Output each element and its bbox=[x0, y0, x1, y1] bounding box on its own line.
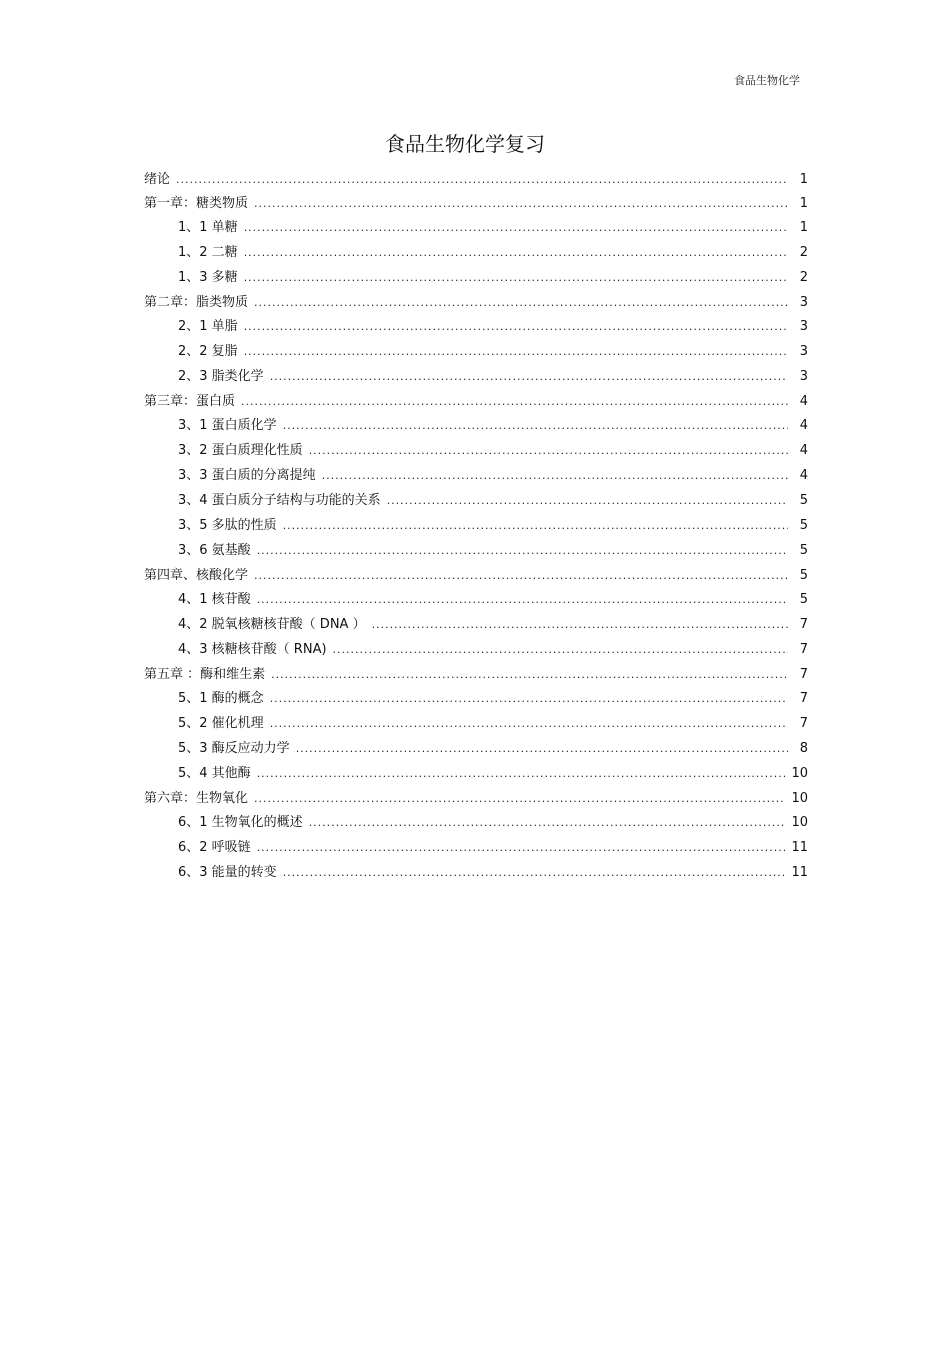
dot-leader bbox=[257, 841, 786, 854]
toc-page-number: 8 bbox=[799, 741, 808, 756]
toc-entry[interactable] bbox=[144, 811, 808, 836]
toc-entry-label: 3、5 多肽的性质 bbox=[178, 518, 277, 533]
toc-page-number: 7 bbox=[799, 642, 808, 657]
toc-entry[interactable] bbox=[144, 291, 808, 315]
dot-leader bbox=[244, 221, 788, 234]
toc-page-number: 7 bbox=[799, 667, 808, 682]
toc-entry-label: 5、4 其他酶 bbox=[178, 766, 251, 781]
toc-entry[interactable] bbox=[144, 365, 808, 390]
toc-entry-label: 6、2 呼吸链 bbox=[178, 840, 251, 855]
toc-page-number: 1 bbox=[799, 196, 808, 211]
toc-page-number: 1 bbox=[799, 172, 808, 187]
dot-leader bbox=[241, 395, 788, 408]
toc-entry-label: 4、2 脱氧核糖核苷酸（ DNA ） bbox=[178, 617, 366, 632]
toc-entry[interactable] bbox=[144, 192, 808, 216]
dot-leader bbox=[309, 816, 786, 829]
dot-leader bbox=[322, 469, 788, 482]
toc-entry-label: 1、3 多糖 bbox=[178, 270, 238, 285]
toc-page-number: 2 bbox=[799, 245, 808, 260]
toc-entry[interactable] bbox=[144, 464, 808, 489]
toc-entry-label: 3、2 蛋白质理化性质 bbox=[178, 443, 303, 458]
toc-page-number: 3 bbox=[799, 369, 808, 384]
dot-leader bbox=[270, 370, 788, 383]
dot-leader bbox=[254, 296, 788, 309]
toc-entry[interactable] bbox=[144, 414, 808, 439]
toc-entry[interactable] bbox=[144, 687, 808, 712]
toc-entry-label: 5、1 酶的概念 bbox=[178, 691, 264, 706]
toc-entry[interactable] bbox=[144, 588, 808, 613]
toc-entry-label: 绪论 bbox=[144, 172, 171, 187]
toc-entry-label: 2、3 脂类化学 bbox=[178, 369, 264, 384]
dot-leader bbox=[244, 271, 788, 284]
dot-leader bbox=[257, 767, 786, 780]
toc-page-number: 2 bbox=[799, 270, 808, 285]
toc-entry-label: 5、3 酶反应动力学 bbox=[178, 741, 290, 756]
dot-leader bbox=[372, 618, 788, 631]
toc-entry[interactable] bbox=[144, 762, 808, 787]
toc-entry-label: 6、1 生物氧化的概述 bbox=[178, 815, 303, 830]
toc-page-number: 4 bbox=[799, 443, 808, 458]
toc-page-number: 11 bbox=[791, 865, 808, 880]
toc-page-number: 10 bbox=[791, 791, 808, 806]
toc-page-number: 4 bbox=[799, 418, 808, 433]
dot-leader bbox=[333, 643, 788, 656]
toc-entry[interactable] bbox=[144, 564, 808, 588]
toc-page-number: 1 bbox=[799, 220, 808, 235]
toc-entry-label: 3、4 蛋白质分子结构与功能的关系 bbox=[178, 493, 381, 508]
toc-entry[interactable] bbox=[144, 737, 808, 762]
toc-entry[interactable] bbox=[144, 787, 808, 811]
toc-entry-label: 第五章 ：酶和维生素 bbox=[144, 667, 266, 682]
toc-entry-label: 6、3 能量的转变 bbox=[178, 865, 277, 880]
toc-entry[interactable] bbox=[144, 390, 808, 414]
toc-page-number: 10 bbox=[791, 815, 808, 830]
toc-entry[interactable] bbox=[144, 836, 808, 861]
toc-entry[interactable] bbox=[144, 638, 808, 663]
toc-entry[interactable] bbox=[144, 439, 808, 464]
running-header: 食品生物化学 bbox=[734, 74, 800, 87]
dot-leader bbox=[244, 345, 788, 358]
toc-entry-label: 第二章：脂类物质 bbox=[144, 295, 249, 310]
toc-entry-label: 5、2 催化机理 bbox=[178, 716, 264, 731]
toc-page-number: 3 bbox=[799, 344, 808, 359]
toc-entry[interactable] bbox=[144, 861, 808, 886]
toc-entry[interactable] bbox=[144, 241, 808, 266]
toc-entry-label: 第三章：蛋白质 bbox=[144, 394, 236, 409]
toc-page-number: 3 bbox=[799, 319, 808, 334]
toc-entry[interactable] bbox=[144, 514, 808, 539]
toc-entry[interactable] bbox=[144, 266, 808, 291]
toc-entry-label: 第六章：生物氧化 bbox=[144, 791, 249, 806]
dot-leader bbox=[257, 544, 788, 557]
toc-entry[interactable] bbox=[144, 340, 808, 365]
toc-page-number: 5 bbox=[799, 518, 808, 533]
toc-page-number: 3 bbox=[799, 295, 808, 310]
table-of-contents bbox=[144, 168, 808, 886]
toc-entry[interactable] bbox=[144, 216, 808, 241]
dot-leader bbox=[283, 419, 788, 432]
toc-entry-label: 2、1 单脂 bbox=[178, 319, 238, 334]
dot-leader bbox=[309, 444, 788, 457]
dot-leader bbox=[244, 246, 788, 259]
toc-entry[interactable] bbox=[144, 663, 808, 687]
toc-page-number: 4 bbox=[799, 468, 808, 483]
toc-page-number: 5 bbox=[799, 568, 808, 583]
toc-page-number: 7 bbox=[799, 691, 808, 706]
toc-page-number: 11 bbox=[791, 840, 808, 855]
dot-leader bbox=[176, 173, 788, 186]
toc-entry[interactable] bbox=[144, 539, 808, 564]
toc-page-number: 4 bbox=[799, 394, 808, 409]
dot-leader bbox=[283, 519, 788, 532]
toc-entry-label: 3、6 氨基酸 bbox=[178, 543, 251, 558]
dot-leader bbox=[244, 320, 788, 333]
toc-page-number: 5 bbox=[799, 592, 808, 607]
dot-leader bbox=[387, 494, 788, 507]
toc-entry-label: 1、1 单糖 bbox=[178, 220, 238, 235]
toc-page-number: 7 bbox=[799, 716, 808, 731]
toc-entry-label: 3、3 蛋白质的分离提纯 bbox=[178, 468, 316, 483]
toc-entry[interactable] bbox=[144, 315, 808, 340]
dot-leader bbox=[283, 866, 786, 879]
dot-leader bbox=[270, 692, 788, 705]
dot-leader bbox=[254, 792, 785, 805]
toc-entry[interactable] bbox=[144, 712, 808, 737]
toc-entry[interactable] bbox=[144, 489, 808, 514]
toc-entry-label: 第四章、核酸化学 bbox=[144, 568, 249, 583]
toc-entry-label: 3、1 蛋白质化学 bbox=[178, 418, 277, 433]
toc-page-number: 5 bbox=[799, 493, 808, 508]
dot-leader bbox=[271, 668, 788, 681]
dot-leader bbox=[254, 569, 788, 582]
dot-leader bbox=[270, 717, 788, 730]
page-title: 食品生物化学复习 bbox=[385, 132, 545, 156]
toc-page-number: 7 bbox=[799, 617, 808, 632]
toc-entry-label: 4、3 核糖核苷酸（ RNA) bbox=[178, 642, 327, 657]
toc-entry-label: 第一章：糖类物质 bbox=[144, 196, 249, 211]
toc-entry-label: 2、2 复脂 bbox=[178, 344, 238, 359]
dot-leader bbox=[257, 593, 788, 606]
toc-page-number: 5 bbox=[799, 543, 808, 558]
toc-page-number: 10 bbox=[791, 766, 808, 781]
toc-entry[interactable] bbox=[144, 613, 808, 638]
toc-entry-label: 1、2 二糖 bbox=[178, 245, 238, 260]
toc-entry-label: 4、1 核苷酸 bbox=[178, 592, 251, 607]
dot-leader bbox=[254, 197, 788, 210]
dot-leader bbox=[296, 742, 788, 755]
toc-entry[interactable] bbox=[144, 168, 808, 192]
